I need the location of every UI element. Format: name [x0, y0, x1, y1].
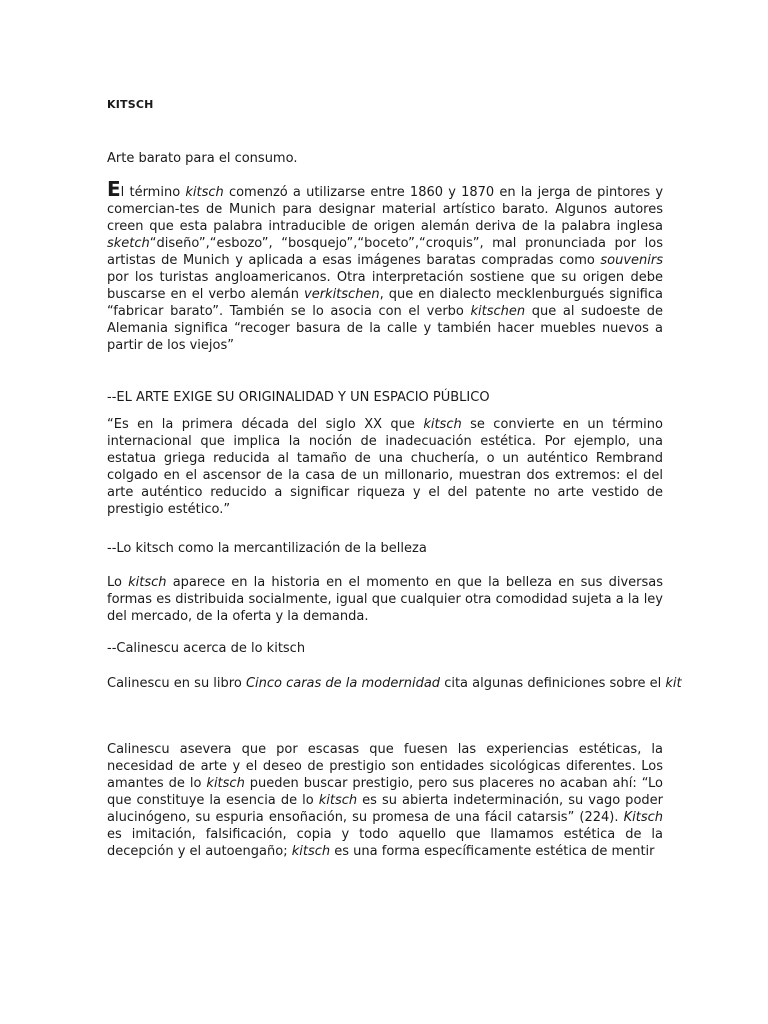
section4-emphasis-2: kitsch	[318, 793, 358, 808]
intro-emphasis-5: kitschen	[470, 304, 526, 319]
section-heading-calinescu-text: --Calinescu acerca de lo kitsch	[107, 641, 306, 656]
section1-text-2: se convierte en un término internacional que implica la noción de inadecuación estética. Por ejemplo, una estatua griega reducida al tamaño de una chuchería, o un auténtico Rembrand colgado en el ascensor de la casa de un millonario, muestran dos extremos: el del arte auténtico reducido a significar riqueza y el del patente no arte vestido de prestigio estético.”	[107, 417, 663, 517]
section1-text-1: “Es en la primera década del siglo XX que	[107, 417, 424, 432]
section-heading-mercantilizacion-text: --Lo kitsch como la mercantilización de la belleza	[107, 541, 427, 556]
section4-text-1: Calinescu asevera que por escasas que fuesen las experiencias estéticas, la necesidad de arte y el deseo de prestigio son entidades sicológicas diferentes. Los amantes de lo	[107, 742, 663, 791]
section3-text-1: Calinescu en su libro	[107, 676, 246, 691]
section-paragraph-calinescu-asevera	[107, 741, 663, 860]
section4-emphasis-1: kitsch	[206, 776, 245, 791]
document-title	[107, 96, 663, 113]
intro-text-1: l término	[120, 185, 186, 200]
section4-text-3: es su abierta indeterminación, su vago poder alucinógeno, su espuria ensoñación, su promesa de una fácil catarsis” (224).	[107, 793, 663, 825]
intro-text-5: , que en dialecto mecklenburgués significa “fabricar barato”. También se lo asocia con el verbo	[107, 287, 663, 319]
intro-paragraph	[107, 177, 664, 354]
intro-text-2: comenzó a utilizarse entre 1860 y 1870 en la jerga de pintores y comercian-tes de Munich para designar material artístico barato. Algunos autores creen que esta palabra intraducible de origen alemán deriva de la palabra inglesa	[107, 185, 664, 234]
drop-cap: E	[107, 177, 121, 201]
section4-text-4: es imitación, falsificación, copia y todo aquello que llamamos estética de la decepción y el autoengaño;	[107, 827, 663, 859]
intro-text-4: por los turistas angloamericanos. Otra interpretación sostiene que su origen debe buscarse en el verbo alemán	[107, 270, 663, 302]
section3-emphasis-2: kit	[665, 676, 682, 691]
intro-emphasis-1: kitsch	[185, 185, 224, 200]
section4-text-2: pueden buscar prestigio, pero sus placeres no acaban ahí: “Lo que constituye la esencia de lo	[107, 776, 663, 808]
document-title-text: KITSCH	[107, 98, 154, 111]
intro-emphasis-2: sketch	[107, 236, 150, 251]
document-subtitle	[107, 150, 663, 167]
section3-text-2: cita algunas definiciones sobre el	[440, 676, 666, 691]
intro-text-3: “diseño”,“esbozo”, “bosquejo”,“boceto”,“croquis”, mal pronunciada por los artistas de Munich y aplicada a esas imágenes baratas compradas como	[107, 236, 663, 268]
section-paragraph-calinescu-libro	[107, 675, 682, 692]
section2-text-2: aparece en la historia en el momento en que la belleza en sus diversas formas es distribuida socialmente, igual que cualquier otra comodidad sujeta a la ley del mercado, de la oferta y la demanda.	[107, 575, 663, 624]
section2-emphasis-1: kitsch	[128, 575, 167, 590]
intro-emphasis-4: verkitschen	[304, 287, 380, 302]
section3-emphasis-1: Cinco caras de la modernidad	[245, 676, 441, 691]
section4-text-5: es una forma específicamente estética de mentir	[330, 844, 655, 859]
intro-emphasis-3: souvenirs	[600, 253, 663, 268]
intro-text-6: que al sudoeste de Alemania significa “recoger basura de la calle y también hacer muebles nuevos a partir de los viejos”	[107, 304, 663, 353]
section-paragraph-originalidad	[107, 416, 663, 518]
section2-text-1: Lo	[107, 575, 129, 590]
section4-emphasis-3: Kitsch	[623, 810, 663, 825]
section-heading-calinescu	[107, 640, 663, 657]
section-heading-originalidad-text: --EL ARTE EXIGE SU ORIGINALIDAD Y UN ESPACIO PÚBLICO	[107, 390, 490, 405]
section-heading-mercantilizacion	[107, 540, 663, 557]
section4-emphasis-4: kitsch	[291, 844, 331, 859]
section-paragraph-mercantilizacion	[107, 574, 663, 625]
section-heading-originalidad	[107, 389, 663, 406]
document-subtitle-text: Arte barato para el consumo.	[107, 151, 298, 166]
section1-emphasis-1: kitsch	[423, 417, 462, 432]
